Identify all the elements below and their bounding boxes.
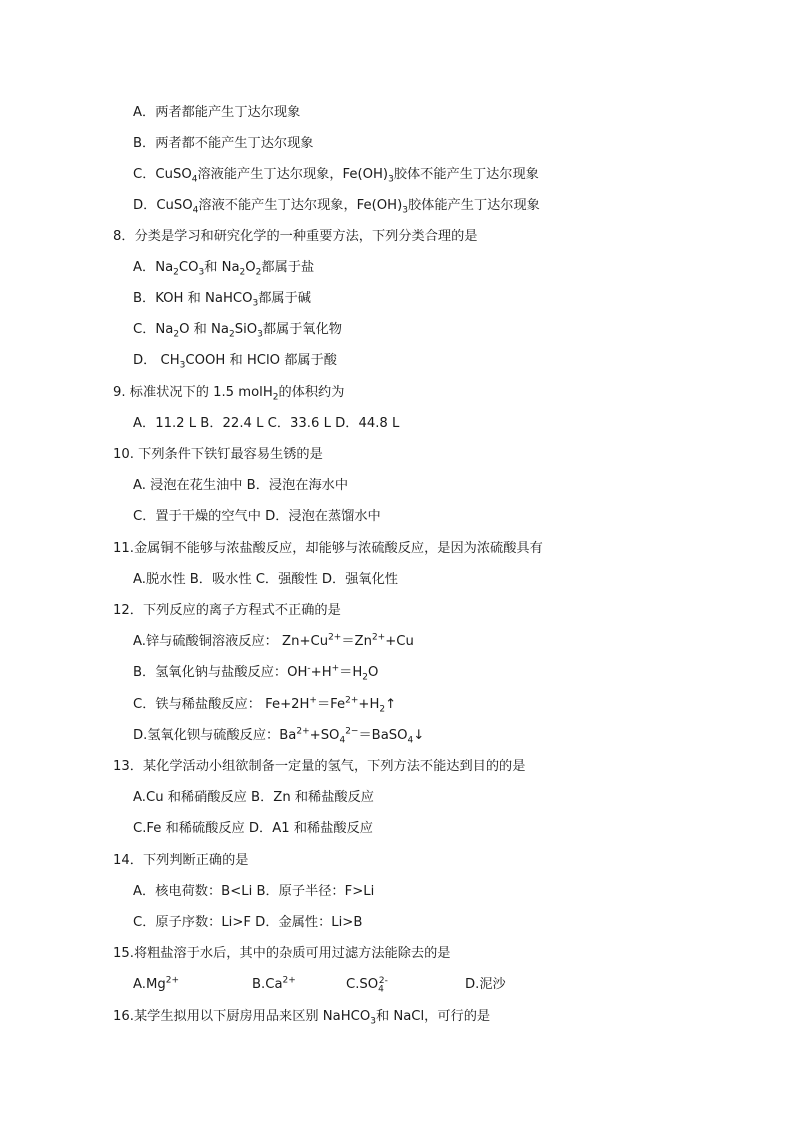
q12-stem: 12．下列反应的离子方程式不正确的是 [113, 603, 341, 618]
q11-stem: 11.金属铜不能够与浓盐酸反应，却能够与浓硫酸反应，是因为浓硫酸具有 [113, 541, 543, 556]
q12-option-b: B．氢氧化钠与盐酸反应：$OH^-+H^+=H_2O$ [133, 663, 379, 683]
q12-option-d: D.氢氧化钡与硫酸反应：$Ba^{2+}+SO_4^{2-}=BaSO_4↓$ [133, 726, 425, 746]
q14-stem: 14．下列判断正确的是 [113, 853, 249, 868]
q10-options-row1: A. 浸泡在花生油中 B．浸泡在海水中 [133, 478, 349, 493]
q8-option-c: C．$Na_2O$ 和 $Na_2SiO_3$都属于氧化物 [133, 322, 342, 340]
q9-options: A．11.2 L B．22.4 L C．33.6 L D．44.8 L [133, 416, 400, 431]
q8-stem: 8．分类是学习和研究化学的一种重要方法，下列分类合理的是 [113, 229, 478, 244]
q7-option-c: C．CuSO$_4$溶液能产生丁达尔现象，$Fe(OH)_3$胶体不能产生丁达尔现象 [133, 167, 539, 185]
q10-stem: 10. 下列条件下铁钉最容易生锈的是 [113, 447, 323, 462]
q13-options-row2: C.Fe 和稀硫酸反应 D．A1 和稀盐酸反应 [133, 821, 373, 836]
q9-stem: 9. 标准状况下的 1.5 molH$_2$的体积约为 [113, 385, 345, 403]
q7-option-b: B．两者都不能产生丁达尔现象 [133, 136, 314, 151]
q14-options-row2: C．原子序数：Li>F D．金属性：Li>B [133, 915, 363, 930]
q12-option-a: A.锌与硫酸铜溶液反应： $Zn+Cu^{2+}=Zn^{2+}+Cu$ [133, 632, 414, 649]
q11-options: A.脱水性 B．吸水性 C．强酸性 D．强氧化性 [133, 572, 398, 587]
q15-option-b: $B.Ca^{2+}$ [252, 975, 296, 992]
q10-options-row2: C．置于干燥的空气中 D．浸泡在蒸馏水中 [133, 509, 381, 524]
q7-option-a: A．两者都能产生丁达尔现象 [133, 105, 301, 120]
q16-stem: 16.某学生拟用以下厨房用品来区别 NaHCO$_3$和 NaCl，可行的是 [113, 1009, 491, 1027]
q15-option-c: $C.SO_4^{2-}$ [346, 975, 388, 995]
q14-options-row1: A．核电荷数：B<Li B．原子半径：F>Li [133, 884, 375, 899]
q12-option-c: C．铁与稀盐酸反应： $Fe+2H^+=Fe^{2+}+H_2↑$ [133, 695, 397, 715]
q8-option-d: D． $CH_3COOH$ 和 HClO 都属于酸 [133, 353, 337, 371]
q15-stem: 15.将粗盐溶于水后，其中的杂质可用过滤方法能除去的是 [113, 946, 451, 961]
q13-stem: 13．某化学活动小组欲制备一定量的氢气，下列方法不能达到目的的是 [113, 759, 526, 774]
q15-option-a: $A.Mg^{2+}$ [133, 975, 180, 992]
q7-option-d: D．CuSO$_4$溶液不能产生丁达尔现象，$Fe(OH)_3$胶体能产生丁达尔现象 [133, 198, 540, 216]
q8-option-a: A．$Na_2CO_3$和 $Na_2O_2$都属于盐 [133, 260, 315, 278]
q8-option-b: B．KOH 和 NaHCO$_3$都属于碱 [133, 291, 311, 309]
q15-option-d: D.泥沙 [465, 977, 506, 992]
q13-options-row1: A.Cu 和稀硝酸反应 B．Zn 和稀盐酸反应 [133, 790, 374, 805]
